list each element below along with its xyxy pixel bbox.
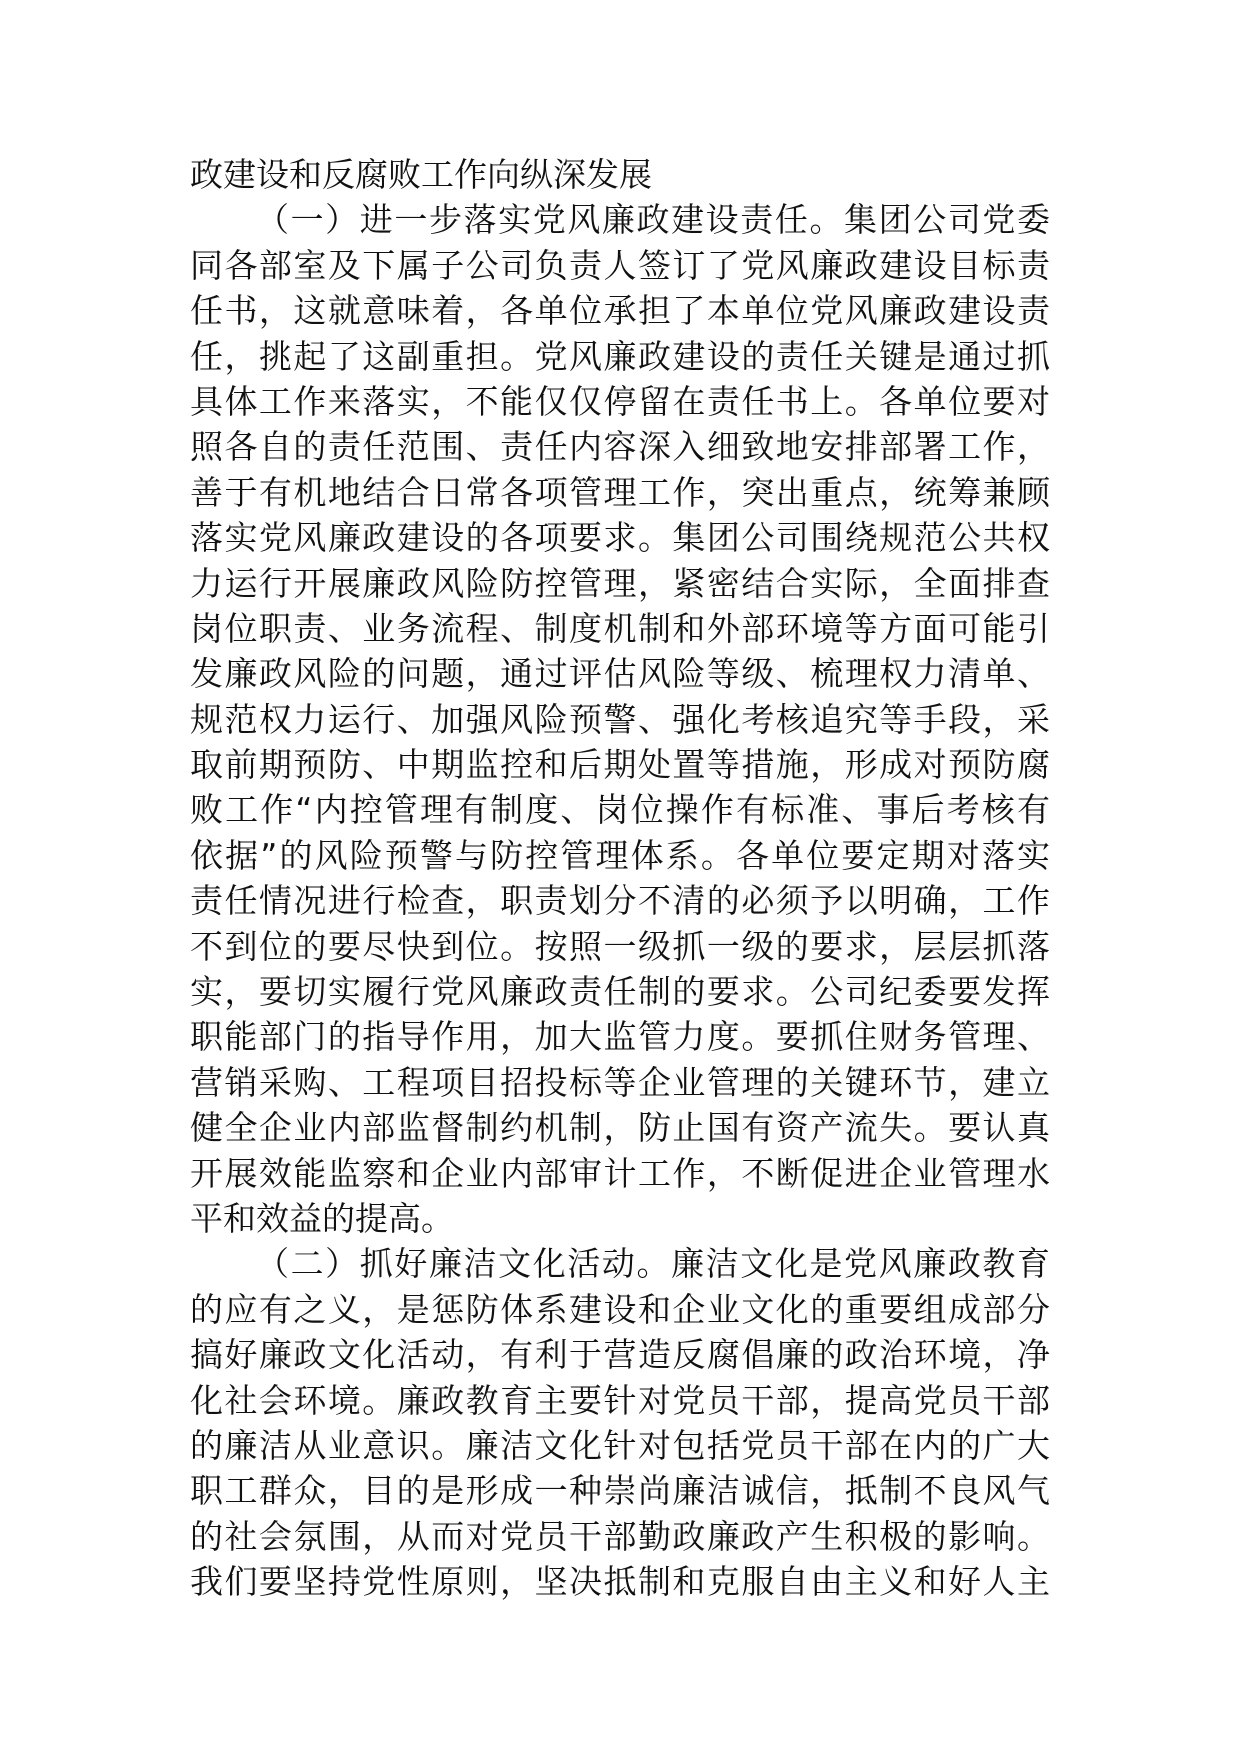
- text-line: 具体工作来落实，不能仅仅停留在责任书上。各单位要对: [190, 381, 1050, 421]
- text-line: 健全企业内部监督制约机制，防止国有资产流失。要认真: [190, 1108, 1050, 1148]
- text-line: 平和效益的提高。: [190, 1198, 454, 1238]
- text-line: 的社会氛围，从而对党员干部勤政廉政产生积极的影响。: [190, 1516, 1050, 1556]
- text-line: 任书，这就意味着，各单位承担了本单位党风廉政建设责: [190, 291, 1050, 331]
- text-line: 搞好廉政文化活动，有利于营造反腐倡廉的政治环境，净: [190, 1335, 1050, 1375]
- text-line: 岗位职责、业务流程、制度机制和外部环境等方面可能引: [190, 608, 1050, 648]
- text-line: 责任情况进行检查，职责划分不清的必须予以明确，工作: [190, 881, 1050, 921]
- paragraph-1-first-line: （一）进一步落实党风廉政建设责任。集团公司党委: [256, 200, 1050, 240]
- text-line: 落实党风廉政建设的各项要求。集团公司围绕规范公共权: [190, 518, 1050, 558]
- text-line: 依据”的风险预警与防控管理体系。各单位要定期对落实: [190, 835, 1050, 875]
- text-line: 同各部室及下属子公司负责人签订了党风廉政建设目标责: [190, 245, 1050, 285]
- text-line: 善于有机地结合日常各项管理工作，突出重点，统筹兼顾: [190, 472, 1050, 512]
- text-line: 任，挑起了这副重担。党风廉政建设的责任关键是通过抓: [190, 336, 1050, 376]
- paragraph-2-first-line: （二）抓好廉洁文化活动。廉洁文化是党风廉政教育: [256, 1244, 1050, 1284]
- text-line: 规范权力运行、加强风险预警、强化考核追究等手段，采: [190, 699, 1050, 739]
- text-line: 营销采购、工程项目招投标等企业管理的关键环节，建立: [190, 1062, 1050, 1102]
- text-line: 职能部门的指导作用，加大监管力度。要抓住财务管理、: [190, 1017, 1050, 1057]
- text-line: 不到位的要尽快到位。按照一级抓一级的要求，层层抓落: [190, 926, 1050, 966]
- text-line: 开展效能监察和企业内部审计工作，不断促进企业管理水: [190, 1153, 1050, 1193]
- text-line: 取前期预防、中期监控和后期处置等措施，形成对预防腐: [190, 745, 1050, 785]
- text-line: 职工群众，目的是形成一种崇尚廉洁诚信，抵制不良风气: [190, 1471, 1050, 1511]
- text-line: 我们要坚持党性原则，坚决抵制和克服自由主义和好人主: [190, 1562, 1050, 1602]
- text-line: 力运行开展廉政风险防控管理，紧密结合实际，全面排查: [190, 563, 1050, 603]
- body-text: [190, 152, 1050, 1605]
- text-line: 实，要切实履行党风廉政责任制的要求。公司纪委要发挥: [190, 972, 1050, 1012]
- text-line: 败工作“内控管理有制度、岗位操作有标准、事后考核有: [190, 790, 1050, 830]
- text-line: 发廉政风险的问题，通过评估风险等级、梳理权力清单、: [190, 654, 1050, 694]
- text-line: 照各自的责任范围、责任内容深入细致地安排部署工作，: [190, 427, 1050, 467]
- text-line: 的应有之义，是惩防体系建设和企业文化的重要组成部分: [190, 1289, 1050, 1329]
- text-line: 政建设和反腐败工作向纵深发展: [190, 155, 652, 194]
- text-line: 化社会环境。廉政教育主要针对党员干部，提高党员干部: [190, 1380, 1050, 1420]
- text-line: 的廉洁从业意识。廉洁文化针对包括党员干部在内的广大: [190, 1425, 1050, 1465]
